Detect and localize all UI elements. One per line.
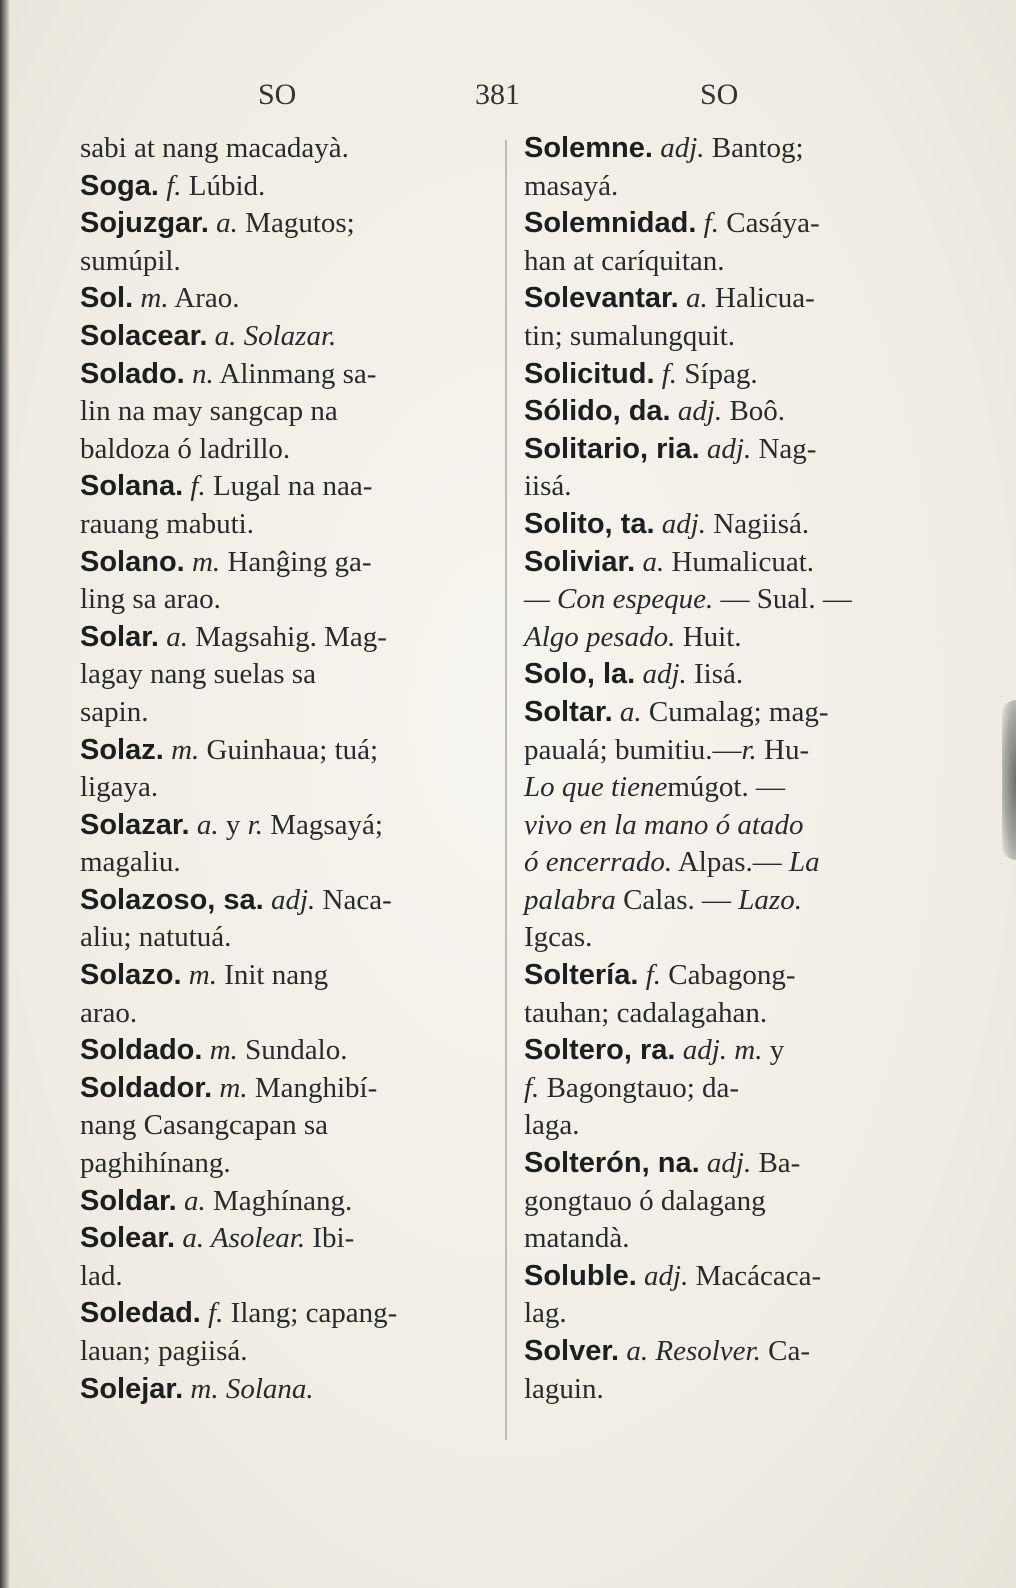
- left-column: [80, 130, 480, 1408]
- entry-line: [524, 393, 924, 431]
- definition-text: Sundalo.: [237, 1034, 348, 1067]
- entry-headword: Soltar.: [524, 695, 613, 728]
- entry-headword: Solado.: [80, 357, 185, 390]
- dictionary-entry: [80, 732, 480, 807]
- definition-text: Magsayá;: [262, 808, 383, 841]
- definition-text: Cumalag; mag-: [641, 695, 829, 728]
- part-of-speech: m.: [209, 1034, 238, 1067]
- entry-line: [524, 844, 924, 882]
- entry-line: [80, 243, 480, 281]
- entry-headword: Soldar.: [80, 1184, 177, 1217]
- part-of-speech: r.: [741, 733, 757, 766]
- entry-line: [80, 844, 480, 882]
- part-of-speech: f.: [645, 959, 661, 992]
- entry-line: [524, 205, 924, 243]
- definition-text: Huit.: [675, 620, 742, 653]
- part-of-speech: adj.: [270, 883, 316, 916]
- entry-headword: Soldador.: [80, 1071, 213, 1104]
- dictionary-entry: [80, 468, 480, 543]
- part-of-speech: a.: [686, 282, 708, 315]
- entry-line: [524, 1145, 924, 1183]
- entry-headword: Solana.: [80, 470, 184, 503]
- dictionary-entry: [80, 957, 480, 1032]
- part-of-speech: n.: [191, 357, 214, 390]
- entry-headword: Solazar.: [80, 808, 190, 841]
- definition-text: Calas. —: [615, 883, 739, 916]
- definition-text: Hu-: [756, 733, 810, 766]
- entry-line: [80, 957, 480, 995]
- entry-line: [524, 1333, 924, 1371]
- entry-line: [524, 1070, 924, 1108]
- page-edge-mark: [1002, 700, 1016, 860]
- part-of-speech: a.: [626, 1335, 649, 1367]
- entry-line: [80, 732, 480, 770]
- definition-text: y: [762, 1034, 785, 1067]
- part-of-speech: m.: [190, 1372, 219, 1405]
- entry-headword: Solito, ta.: [524, 507, 655, 540]
- definition-text: Alinmang sa-: [213, 357, 377, 390]
- dictionary-entry: [524, 356, 924, 394]
- part-of-speech: m.: [191, 545, 221, 578]
- entry-line: [524, 732, 924, 770]
- definition-text: múgot. —: [667, 771, 785, 804]
- entry-line: [80, 694, 480, 732]
- definition-text: lag.: [524, 1297, 567, 1330]
- definition-text: ligaya.: [80, 771, 159, 804]
- dictionary-entry: [80, 130, 480, 168]
- part-of-speech: a.: [216, 207, 238, 240]
- entry-headword: Solitario, ria.: [524, 432, 700, 465]
- entry-line: [524, 919, 924, 957]
- definition-text: Naca-: [315, 883, 392, 916]
- definition-text: — Sual. —: [713, 583, 852, 616]
- part-of-speech: r.: [247, 808, 263, 841]
- definition-text: ling sa arao.: [80, 583, 221, 616]
- italic-text: Resolver.: [648, 1335, 761, 1367]
- definition-text: Igcas.: [524, 921, 593, 954]
- dictionary-entry: [80, 168, 480, 206]
- entry-line: [80, 468, 480, 506]
- entry-line: [80, 356, 480, 394]
- definition-text: matandà.: [524, 1222, 630, 1255]
- dictionary-entry: [80, 1220, 480, 1295]
- entry-headword: Solterón, na.: [524, 1147, 700, 1180]
- part-of-speech: a.: [642, 545, 665, 578]
- dictionary-entry: [80, 1183, 480, 1221]
- definition-text: lauan; pagiisá.: [80, 1335, 248, 1367]
- entry-line: [524, 130, 924, 168]
- dictionary-entry: [80, 205, 480, 280]
- definition-text: iisá.: [524, 470, 572, 503]
- definition-text: Guinhaua; tuá;: [199, 733, 379, 766]
- dictionary-entry: [524, 280, 924, 355]
- entry-line: [524, 1220, 924, 1258]
- definition-text: tin; sumalungquit.: [524, 319, 736, 352]
- italic-text: Solana.: [218, 1372, 314, 1405]
- definition-text: Bantog;: [704, 132, 804, 164]
- entry-line: [524, 1032, 924, 1070]
- dictionary-entry: [524, 1333, 924, 1408]
- entry-line: [524, 506, 924, 544]
- column-divider: [505, 140, 507, 1440]
- definition-text: masayá.: [524, 169, 619, 202]
- definition-text: Alpas.—: [672, 846, 789, 879]
- entry-line: [80, 318, 480, 356]
- dictionary-entry: [80, 1295, 480, 1370]
- entry-line: [80, 1107, 480, 1145]
- entry-headword: Solo, la.: [524, 658, 636, 691]
- entry-line: [80, 581, 480, 619]
- header-left-guide-word: SO: [258, 78, 297, 111]
- entry-line: [524, 168, 924, 206]
- entry-line: [524, 544, 924, 582]
- entry-line: [80, 1371, 480, 1409]
- definition-text: laguin.: [524, 1372, 604, 1405]
- entry-line: [524, 356, 924, 394]
- entry-headword: Sojuzgar.: [80, 207, 209, 240]
- entry-line: [80, 1032, 480, 1070]
- dictionary-entry: [524, 544, 924, 657]
- entry-headword: Solar.: [80, 620, 159, 653]
- definition-text: han at caríquitan.: [524, 244, 725, 277]
- part-of-speech: adj.: [644, 1259, 689, 1292]
- part-of-speech: f.: [190, 470, 206, 503]
- dictionary-entry: [80, 280, 480, 318]
- definition-text: Casáya-: [718, 207, 820, 240]
- definition-text: Maghínang.: [205, 1184, 353, 1217]
- entry-line: [524, 694, 924, 732]
- definition-text: rauang mabuti.: [80, 507, 254, 540]
- entry-line: [524, 1295, 924, 1333]
- entry-line: [524, 656, 924, 694]
- dictionary-entry: [524, 694, 924, 957]
- entry-headword: Soldado.: [80, 1034, 203, 1067]
- dictionary-entry: [80, 1032, 480, 1070]
- definition-text: Hanĝing ga-: [220, 545, 372, 578]
- definition-text: aliu; natutuá.: [80, 921, 232, 954]
- entry-line: [80, 130, 480, 168]
- part-of-speech: a.: [196, 808, 219, 841]
- definition-text: Magutos;: [237, 207, 355, 240]
- entry-line: [524, 995, 924, 1033]
- dictionary-entry: [80, 544, 480, 619]
- definition-text: Bagongtauo; da-: [539, 1071, 740, 1104]
- entry-line: [80, 1333, 480, 1371]
- right-column: [524, 130, 924, 1408]
- entry-line: [80, 1183, 480, 1221]
- definition-text: Ba-: [751, 1147, 801, 1180]
- entry-headword: Soltería.: [524, 959, 639, 992]
- definition-text: Iisá.: [686, 658, 744, 691]
- entry-line: [524, 807, 924, 845]
- definition-text: Nag-: [751, 432, 817, 465]
- entry-line: [524, 882, 924, 920]
- part-of-speech: m.: [140, 282, 169, 315]
- entry-line: [80, 280, 480, 318]
- definition-text: sabi at nang macadayà.: [80, 132, 349, 164]
- entry-line: [524, 1183, 924, 1221]
- entry-line: [80, 882, 480, 920]
- entry-headword: Soluble.: [524, 1259, 637, 1292]
- definition-text: Halicua-: [707, 282, 815, 315]
- definition-text: Nagiisá.: [706, 507, 810, 540]
- definition-text: Ibi-: [305, 1222, 355, 1255]
- entry-line: [80, 1070, 480, 1108]
- italic-text: ó encerrado.: [524, 846, 673, 879]
- part-of-speech: m.: [188, 959, 217, 992]
- definition-text: Lúbid.: [181, 169, 266, 202]
- definition-text: Humalicuat.: [664, 545, 815, 578]
- definition-text: magaliu.: [80, 846, 181, 879]
- dictionary-entry: [524, 1032, 924, 1145]
- part-of-speech: a.: [166, 620, 188, 653]
- definition-text: Magsahig. Mag-: [188, 620, 387, 653]
- italic-text: Algo pesado.: [524, 620, 676, 653]
- part-of-speech: adj.: [706, 432, 752, 465]
- part-of-speech: adj.: [661, 507, 707, 540]
- part-of-speech: adj. m.: [682, 1034, 763, 1067]
- dictionary-entry: [524, 130, 924, 205]
- italic-text: Lazo.: [738, 883, 802, 916]
- dictionary-entry: [524, 431, 924, 506]
- dictionary-entry: [524, 393, 924, 431]
- entry-line: [80, 656, 480, 694]
- entry-headword: Solano.: [80, 545, 185, 578]
- dictionary-entry: [524, 506, 924, 544]
- definition-text: nang Casangcapan sa: [80, 1109, 329, 1142]
- italic-text: — Con espeque.: [524, 583, 714, 616]
- definition-text: sapin.: [80, 695, 149, 728]
- dictionary-entry: [80, 1070, 480, 1183]
- header-right-guide-word: SO: [700, 78, 739, 111]
- definition-text: lin na may sangcap na: [80, 395, 338, 428]
- definition-text: paualá; bumitiu.—: [524, 733, 742, 766]
- part-of-speech: adj.: [660, 132, 705, 164]
- entry-line: [524, 957, 924, 995]
- definition-text: sumúpil.: [80, 244, 181, 277]
- entry-headword: Solacear.: [80, 319, 208, 352]
- entry-line: [524, 1258, 924, 1296]
- definition-text: Macácaca-: [688, 1259, 822, 1292]
- entry-line: [80, 1295, 480, 1333]
- dictionary-entry: [524, 957, 924, 1032]
- entry-headword: Solemne.: [524, 132, 653, 164]
- entry-line: [524, 619, 924, 657]
- entry-headword: Solevantar.: [524, 282, 679, 315]
- definition-text: Arao.: [168, 282, 240, 315]
- definition-text: Manghibí-: [247, 1071, 378, 1104]
- italic-text: La: [789, 846, 820, 879]
- part-of-speech: a.: [183, 1184, 206, 1217]
- part-of-speech: f.: [208, 1297, 224, 1330]
- definition-text: Boô.: [722, 395, 786, 428]
- entry-line: [80, 168, 480, 206]
- entry-headword: Soledad.: [80, 1297, 201, 1330]
- entry-headword: Soliviar.: [524, 545, 636, 578]
- entry-line: [80, 619, 480, 657]
- running-header: [0, 78, 1016, 128]
- dictionary-entry: [80, 619, 480, 732]
- entry-line: [524, 468, 924, 506]
- entry-headword: Solemnidad.: [524, 207, 697, 240]
- page-number: 381: [475, 78, 520, 111]
- definition-text: tauhan; cadalagahan.: [524, 996, 768, 1029]
- entry-headword: Solazo.: [80, 959, 182, 992]
- entry-line: [80, 807, 480, 845]
- part-of-speech: f.: [661, 357, 678, 390]
- entry-line: [524, 280, 924, 318]
- definition-text: y: [218, 808, 248, 841]
- entry-line: [80, 393, 480, 431]
- entry-headword: Solear.: [80, 1222, 176, 1255]
- entry-line: [80, 544, 480, 582]
- definition-text: Lugal na naa-: [205, 470, 373, 503]
- dictionary-entry: [80, 807, 480, 882]
- definition-text: baldoza ó ladrillo.: [80, 432, 291, 465]
- entry-line: [524, 318, 924, 356]
- entry-line: [80, 919, 480, 957]
- entry-line: [80, 431, 480, 469]
- dictionary-entry: [524, 205, 924, 280]
- definition-text: Cabagong-: [661, 959, 796, 992]
- part-of-speech: a.: [214, 319, 237, 352]
- dictionary-entry: [524, 1145, 924, 1258]
- entry-headword: Soltero, ra.: [524, 1034, 676, 1067]
- italic-text: vivo en la mano ó atado: [524, 808, 804, 841]
- entry-headword: Solaz.: [80, 733, 164, 766]
- part-of-speech: adj.: [642, 658, 687, 691]
- italic-text: Asolear.: [204, 1222, 306, 1255]
- dictionary-entry: [80, 356, 480, 469]
- entry-headword: Solazoso, sa.: [80, 883, 264, 916]
- entry-line: [524, 581, 924, 619]
- entry-headword: Solicitud.: [524, 357, 655, 390]
- entry-headword: Solver.: [524, 1335, 620, 1367]
- entry-line: [80, 1145, 480, 1183]
- part-of-speech: adj.: [677, 395, 723, 428]
- dictionary-entry: [80, 1371, 480, 1409]
- definition-text: lagay nang suelas sa: [80, 658, 316, 691]
- entry-line: [80, 506, 480, 544]
- definition-text: paghihínang.: [80, 1147, 231, 1180]
- entry-headword: Soga.: [80, 169, 159, 202]
- definition-text: gongtauo ó dalagang: [524, 1184, 766, 1217]
- entry-line: [524, 431, 924, 469]
- entry-line: [524, 243, 924, 281]
- part-of-speech: m.: [219, 1071, 248, 1104]
- entry-line: [80, 769, 480, 807]
- entry-line: [80, 205, 480, 243]
- part-of-speech: f.: [524, 1071, 540, 1104]
- entry-headword: Sólido, da.: [524, 395, 671, 428]
- entry-line: [524, 1107, 924, 1145]
- italic-text: Solazar.: [236, 319, 337, 352]
- entry-line: [80, 995, 480, 1033]
- part-of-speech: adj.: [706, 1147, 752, 1180]
- part-of-speech: f.: [166, 169, 182, 202]
- part-of-speech: m.: [171, 733, 200, 766]
- definition-text: lad.: [80, 1259, 123, 1292]
- part-of-speech: f.: [703, 207, 719, 240]
- dictionary-entry: [80, 318, 480, 356]
- definition-text: Ca-: [760, 1335, 810, 1367]
- definition-text: laga.: [524, 1109, 580, 1142]
- entry-line: [80, 1258, 480, 1296]
- italic-text: Lo que tiene: [524, 771, 668, 804]
- italic-text: palabra: [524, 883, 616, 916]
- entry-line: [80, 1220, 480, 1258]
- dictionary-entry: [524, 656, 924, 694]
- part-of-speech: a.: [619, 695, 642, 728]
- dictionary-entry: [80, 882, 480, 957]
- entry-line: [524, 1371, 924, 1409]
- entry-headword: Solejar.: [80, 1372, 184, 1405]
- entry-headword: Sol.: [80, 282, 134, 315]
- definition-text: Ilang; capang-: [223, 1297, 398, 1330]
- definition-text: arao.: [80, 996, 138, 1029]
- definition-text: Init nang: [216, 959, 329, 992]
- entry-line: [524, 769, 924, 807]
- page-edge-shadow: [0, 0, 10, 1588]
- definition-text: Sípag.: [677, 357, 758, 390]
- dictionary-entry: [524, 1258, 924, 1333]
- part-of-speech: a.: [182, 1222, 205, 1255]
